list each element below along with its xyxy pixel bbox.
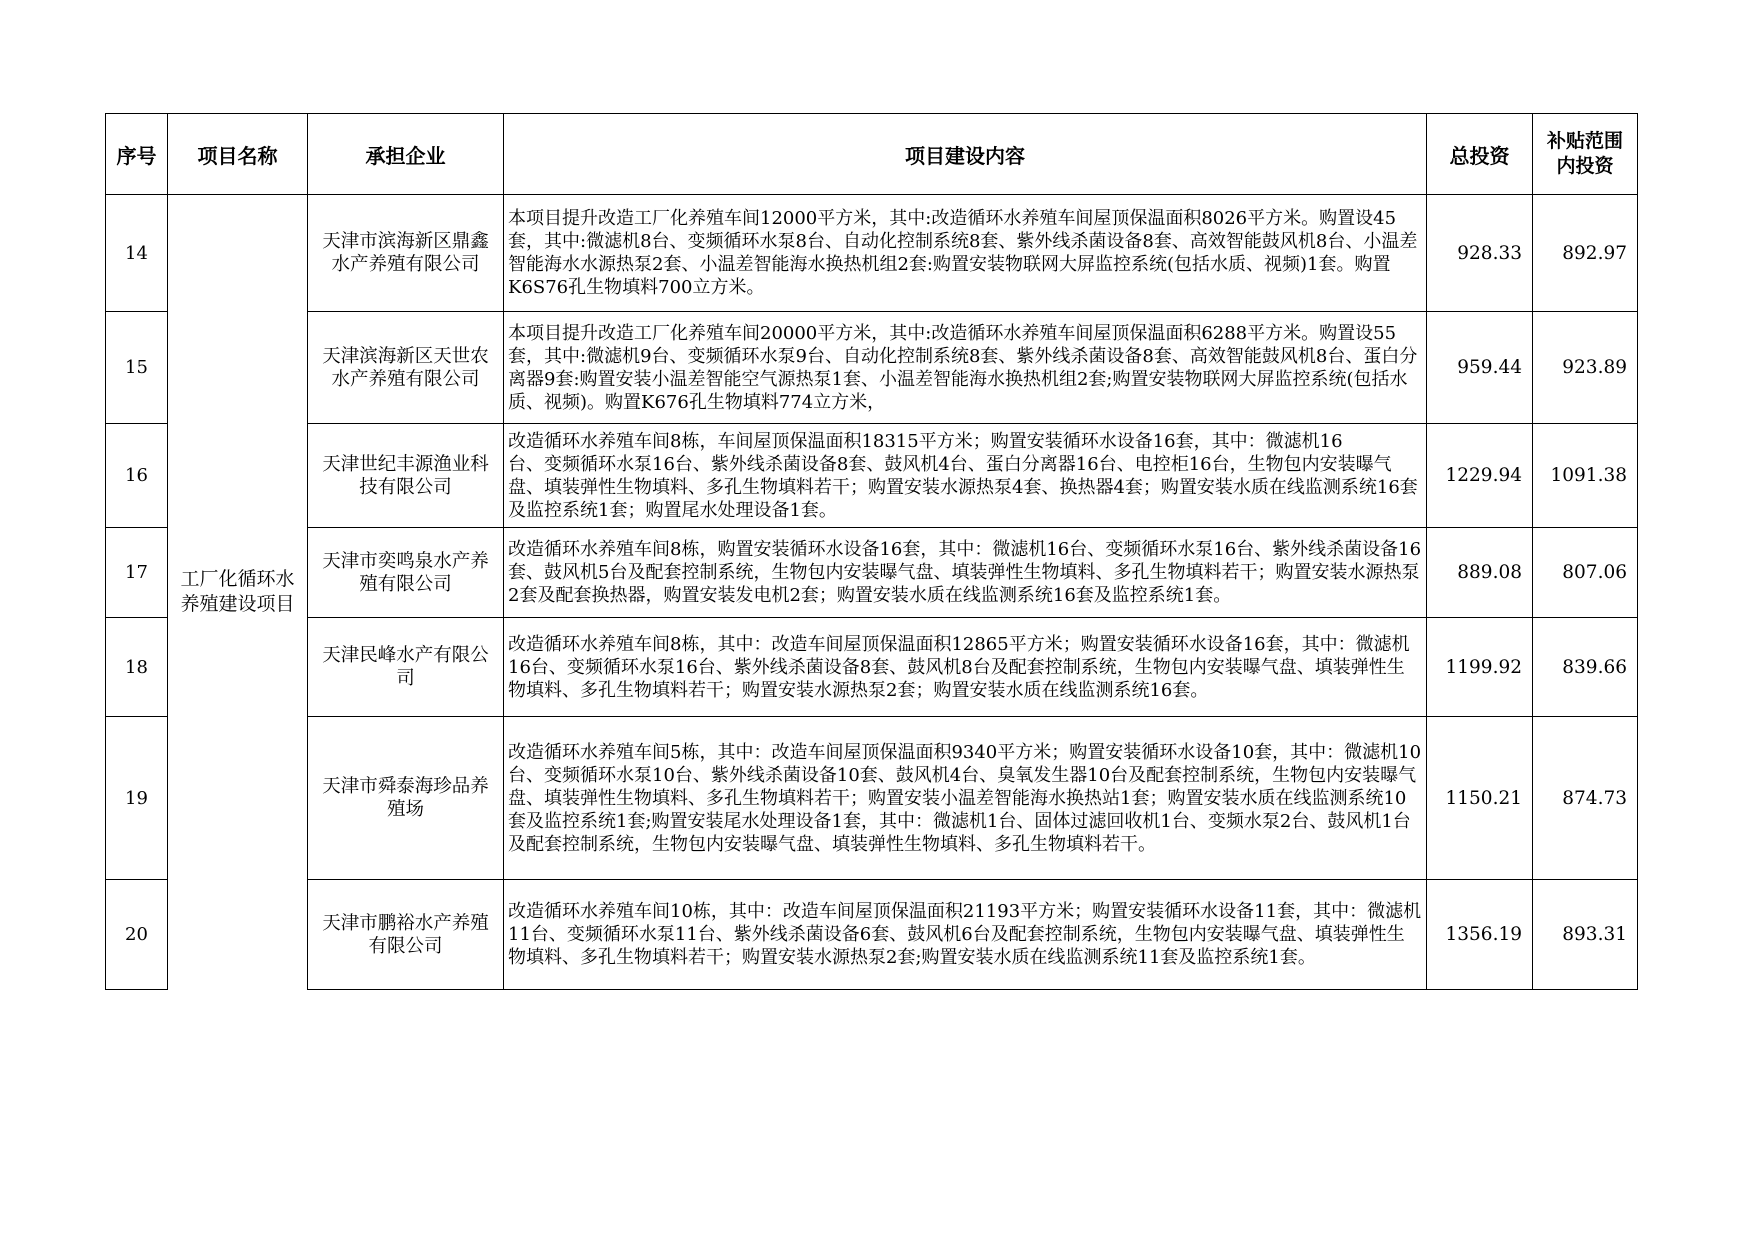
enterprise-line2: 水产养殖有限公司: [331, 368, 480, 390]
header-subsidy-line1: 补贴范围: [1546, 130, 1623, 152]
enterprise-cell: [308, 424, 504, 528]
subsidy-investment: 893.31: [1533, 880, 1638, 990]
content-cell: [504, 424, 1427, 528]
header-project: 项目名称: [168, 114, 308, 195]
total-investment: 1150.21: [1427, 717, 1533, 880]
table-row: [106, 195, 1638, 312]
enterprise-line2: 有限公司: [368, 935, 443, 957]
content-cell: [504, 717, 1427, 880]
table-row: [106, 312, 1638, 424]
row-no: 18: [106, 618, 168, 717]
enterprise-line1: 天津市奕鸣泉水产养: [322, 550, 489, 572]
content-text: 改造循环水养殖车间8栋，其中：改造车间屋顶保温面积12865平方米；购置安装循环水设备16套，其中：微滤机16台、变频循环水泵16台、紫外线杀菌设备8套、鼓风机8台及配套控制系统，生物包内安装曝气盘、填装弹性生物填料、多孔生物填料若干；购置安装水源热泵2套；购置安装水质在线监测系统16套。: [508, 633, 1410, 701]
header-no: 序号: [106, 114, 168, 195]
total-investment: 959.44: [1427, 312, 1533, 424]
content-text: 改造循环水养殖车间8栋，购置安装循环水设备16套，其中：微滤机16台、变频循环水泵16台、紫外线杀菌设备16套、鼓风机5台及配套控制系统，生物包内安装曝气盘、填装弹性生物填料、多孔生物填料若干；购置安装水源热泵2套及配套换热器，购置安装发电机2套；购置安装水质在线监测系统16套及监控系统1套。: [508, 539, 1422, 606]
enterprise-line1: 天津市滨海新区鼎鑫: [322, 231, 489, 252]
row-no: 19: [106, 717, 168, 880]
project-name-cell: [168, 195, 308, 990]
content-text: 改造循环水养殖车间5栋，其中：改造车间屋顶保温面积9340平方米；购置安装循环水设备10套，其中：微滤机10台、变频循环水泵10台、紫外线杀菌设备10套、鼓风机4台、臭氧发生器10台及配套控制系统，生物包内安装曝气盘、填装弹性生物填料、多孔生物填料若干；购置安装小温差智能海水换热站1套；购置安装水质在线监测系统10套及监控系统1套;购置安装尾水处理设备1套，其中：微滤机1台、固体过滤回收机1台、变频水泵2台、鼓风机1台及配套控制系统，生物包内安装曝气盘、填装弹性生物填料、多孔生物填料若干。: [508, 741, 1422, 855]
total-investment: 928.33: [1427, 195, 1533, 312]
header-subsidy: [1533, 114, 1638, 195]
row-no: 16: [106, 424, 168, 528]
row-no: 14: [106, 195, 168, 312]
enterprise-line1: 天津民峰水产有限公: [322, 645, 489, 666]
project-table: [105, 113, 1638, 990]
subsidy-investment: 874.73: [1533, 717, 1638, 880]
content-cell: [504, 618, 1427, 717]
enterprise-cell: [308, 618, 504, 717]
row-no: 17: [106, 528, 168, 618]
total-investment: 1356.19: [1427, 880, 1533, 990]
header-total: 总投资: [1427, 114, 1533, 195]
enterprise-line1: 天津市舜泰海珍品养: [322, 776, 489, 797]
content-text: 本项目提升改造工厂化养殖车间12000平方米，其中:改造循环水养殖车间屋顶保温面积8026平方米。购置设45套，其中:微滤机8台、变频循环水泵8台、自动化控制系统8套、紫外线杀菌设备8套、高效智能鼓风机8台、小温差智能海水水源热泵2套、小温差智能海水换热机组2套:购置安装物联网大屏监控系统(包括水质、视频)1套。购置K6S76孔生物填料700立方米。: [508, 208, 1418, 298]
table-row: [106, 528, 1638, 618]
enterprise-line2: 技有限公司: [359, 476, 452, 498]
content-cell: [504, 312, 1427, 424]
enterprise-line1: 天津滨海新区天世农: [322, 345, 489, 367]
subsidy-investment: 807.06: [1533, 528, 1638, 618]
subsidy-investment: 923.89: [1533, 312, 1638, 424]
enterprise-line2: 殖场: [386, 799, 424, 820]
investment-sheet: [105, 113, 1637, 990]
total-investment: 1199.92: [1427, 618, 1533, 717]
enterprise-line2: 司: [396, 668, 415, 689]
total-investment: 1229.94: [1427, 424, 1533, 528]
enterprise-cell: [308, 312, 504, 424]
subsidy-investment: 839.66: [1533, 618, 1638, 717]
header-content: 项目建设内容: [504, 114, 1427, 195]
table-row: [106, 880, 1638, 990]
header-subsidy-line2: 内投资: [1556, 155, 1614, 177]
content-cell: [504, 528, 1427, 618]
enterprise-line1: 天津市鹏裕水产养殖: [322, 912, 489, 934]
row-no: 20: [106, 880, 168, 990]
content-cell: [504, 880, 1427, 990]
content-text: 本项目提升改造工厂化养殖车间20000平方米，其中:改造循环水养殖车间屋顶保温面积6288平方米。购置设55套，其中:微滤机9台、变频循环水泵9台、自动化控制系统8套、紫外线杀菌设备8套、高效智能鼓风机8台、蛋白分离器9套:购置安装小温差智能空气源热泵1套、小温差智能海水换热机组2套;购置安装物联网大屏监控系统(包括水质、视频)。购置K676孔生物填料774立方米，: [508, 322, 1418, 413]
content-text: 改造循环水养殖车间8栋，车间屋顶保温面积18315平方米；购置安装循环水设备16套，其中：微滤机16 台、变频循环水泵16台、紫外线杀菌设备8套、鼓风机4台、蛋白分离器16台、电控柜16台，生物包内安装曝气盘、填装弹性生物填料、多孔生物填料若干；购置安装水源热泵4套、换热器4套；购置安装水质在线监测系统16套及监控系统1套；购置尾水处理设备1套。: [508, 430, 1418, 521]
enterprise-cell: [308, 528, 504, 618]
enterprise-cell: [308, 880, 504, 990]
subsidy-investment: 892.97: [1533, 195, 1638, 312]
project-name-line1: 工厂化循环水: [180, 568, 295, 591]
row-no: 15: [106, 312, 168, 424]
table-row: [106, 717, 1638, 880]
header-row: [106, 114, 1638, 195]
table-row: [106, 424, 1638, 528]
content-text: 改造循环水养殖车间10栋，其中：改造车间屋顶保温面积21193平方米；购置安装循环水设备11套，其中：微滤机11台、变频循环水泵11台、紫外线杀菌设备6套、鼓风机6台及配套控制系统，生物包内安装曝气盘、填装弹性生物填料、多孔生物填料若干；购置安装水源热泵2套;购置安装水质在线监测系统11套及监控系统1套。: [508, 901, 1422, 968]
header-enterprise: 承担企业: [308, 114, 504, 195]
total-investment: 889.08: [1427, 528, 1533, 618]
enterprise-cell: [308, 717, 504, 880]
subsidy-investment: 1091.38: [1533, 424, 1638, 528]
project-name-line2: 养殖建设项目: [180, 593, 295, 616]
enterprise-cell: [308, 195, 504, 312]
enterprise-line2: 殖有限公司: [359, 573, 452, 595]
enterprise-line2: 水产养殖有限公司: [331, 254, 480, 275]
enterprise-line1: 天津世纪丰源渔业科: [322, 453, 489, 475]
table-row: [106, 618, 1638, 717]
content-cell: [504, 195, 1427, 312]
